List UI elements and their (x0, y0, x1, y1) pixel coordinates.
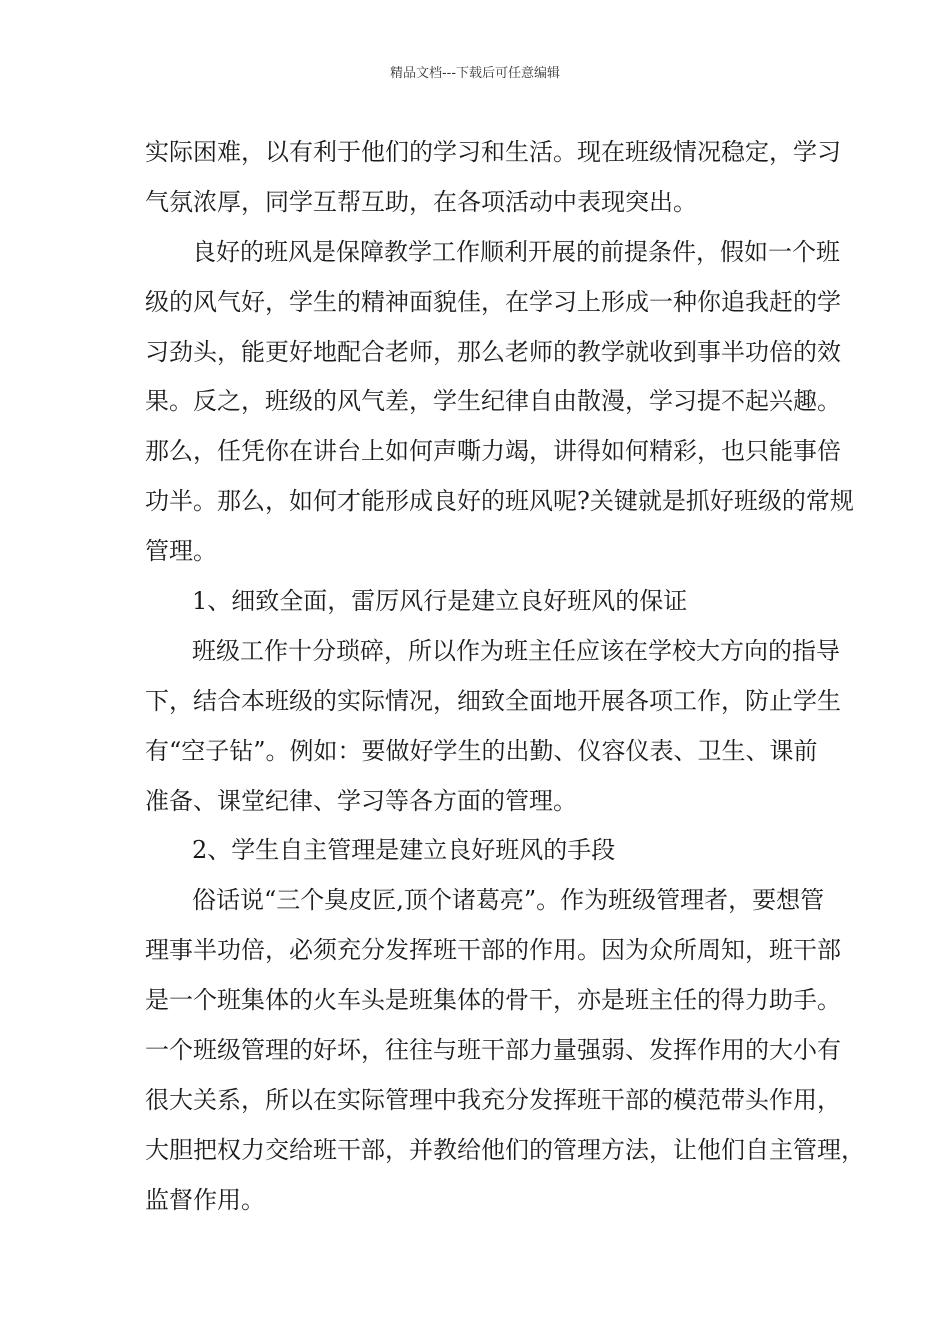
text-line: 气氛浓厚，同学互帮互助，在各项活动中表现突出。 (145, 187, 697, 216)
text-line: 果。反之，班级的风气差，学生纪律自由散漫，学习提不起兴趣。 (145, 387, 841, 416)
section-heading: 2、学生自主管理是建立良好班风的手段 (192, 836, 616, 865)
text-line: 是一个班集体的火车头是班集体的骨干，亦是班主任的得力助手。 (145, 986, 841, 1015)
paragraph-first-line: 俗话说“三个臭皮匠,顶个诸葛亮”。作为班级管理者，要想管 (192, 886, 825, 915)
text-line: 准备、课堂纪律、学习等各方面的管理。 (145, 786, 577, 815)
text-line: 习劲头，能更好地配合老师，那么老师的教学就收到事半功倍的效 (145, 337, 841, 366)
paragraph-first-line: 良好的班风是保障教学工作顺利开展的前提条件，假如一个班 (192, 237, 840, 266)
page-header: 精品文档---下载后可任意编辑 (389, 66, 561, 81)
text-line: 很大关系，所以在实际管理中我充分发挥班干部的模范带头作用， (145, 1085, 841, 1114)
text-line: 有“空子钻”。例如：要做好学生的出勤、仪容仪表、卫生、课前 (145, 736, 818, 765)
paragraph-first-line: 班级工作十分琐碎，所以作为班主任应该在学校大方向的指导 (192, 636, 840, 665)
text-line: 一个班级管理的好坏，往往与班干部力量强弱、发挥作用的大小有 (145, 1036, 841, 1065)
text-line: 那么，任凭你在讲台上如何声嘶力竭，讲得如何精彩，也只能事倍 (145, 437, 841, 466)
text-line: 功半。那么，如何才能形成良好的班风呢?关键就是抓好班级的常规 (145, 487, 854, 516)
text-line: 级的风气好，学生的精神面貌佳，在学习上形成一种你追我赶的学 (145, 287, 841, 316)
text-line: 实际困难，以有利于他们的学习和生活。现在班级情况稳定，学习 (145, 138, 841, 166)
text-line: 理事半功倍，必须充分发挥班干部的作用。因为众所周知，班干部 (145, 936, 841, 965)
text-line: 下，结合本班级的实际情况，细致全面地开展各项工作，防止学生 (145, 686, 841, 715)
document-body (145, 128, 865, 1226)
text-line: 大胆把权力交给班干部，并教给他们的管理方法，让他们自主管理， (145, 1135, 865, 1164)
section-heading: 1、细致全面，雷厉风行是建立良好班风的保证 (192, 587, 688, 616)
text-line: 管理。 (145, 537, 217, 566)
text-line: 监督作用。 (145, 1185, 265, 1214)
